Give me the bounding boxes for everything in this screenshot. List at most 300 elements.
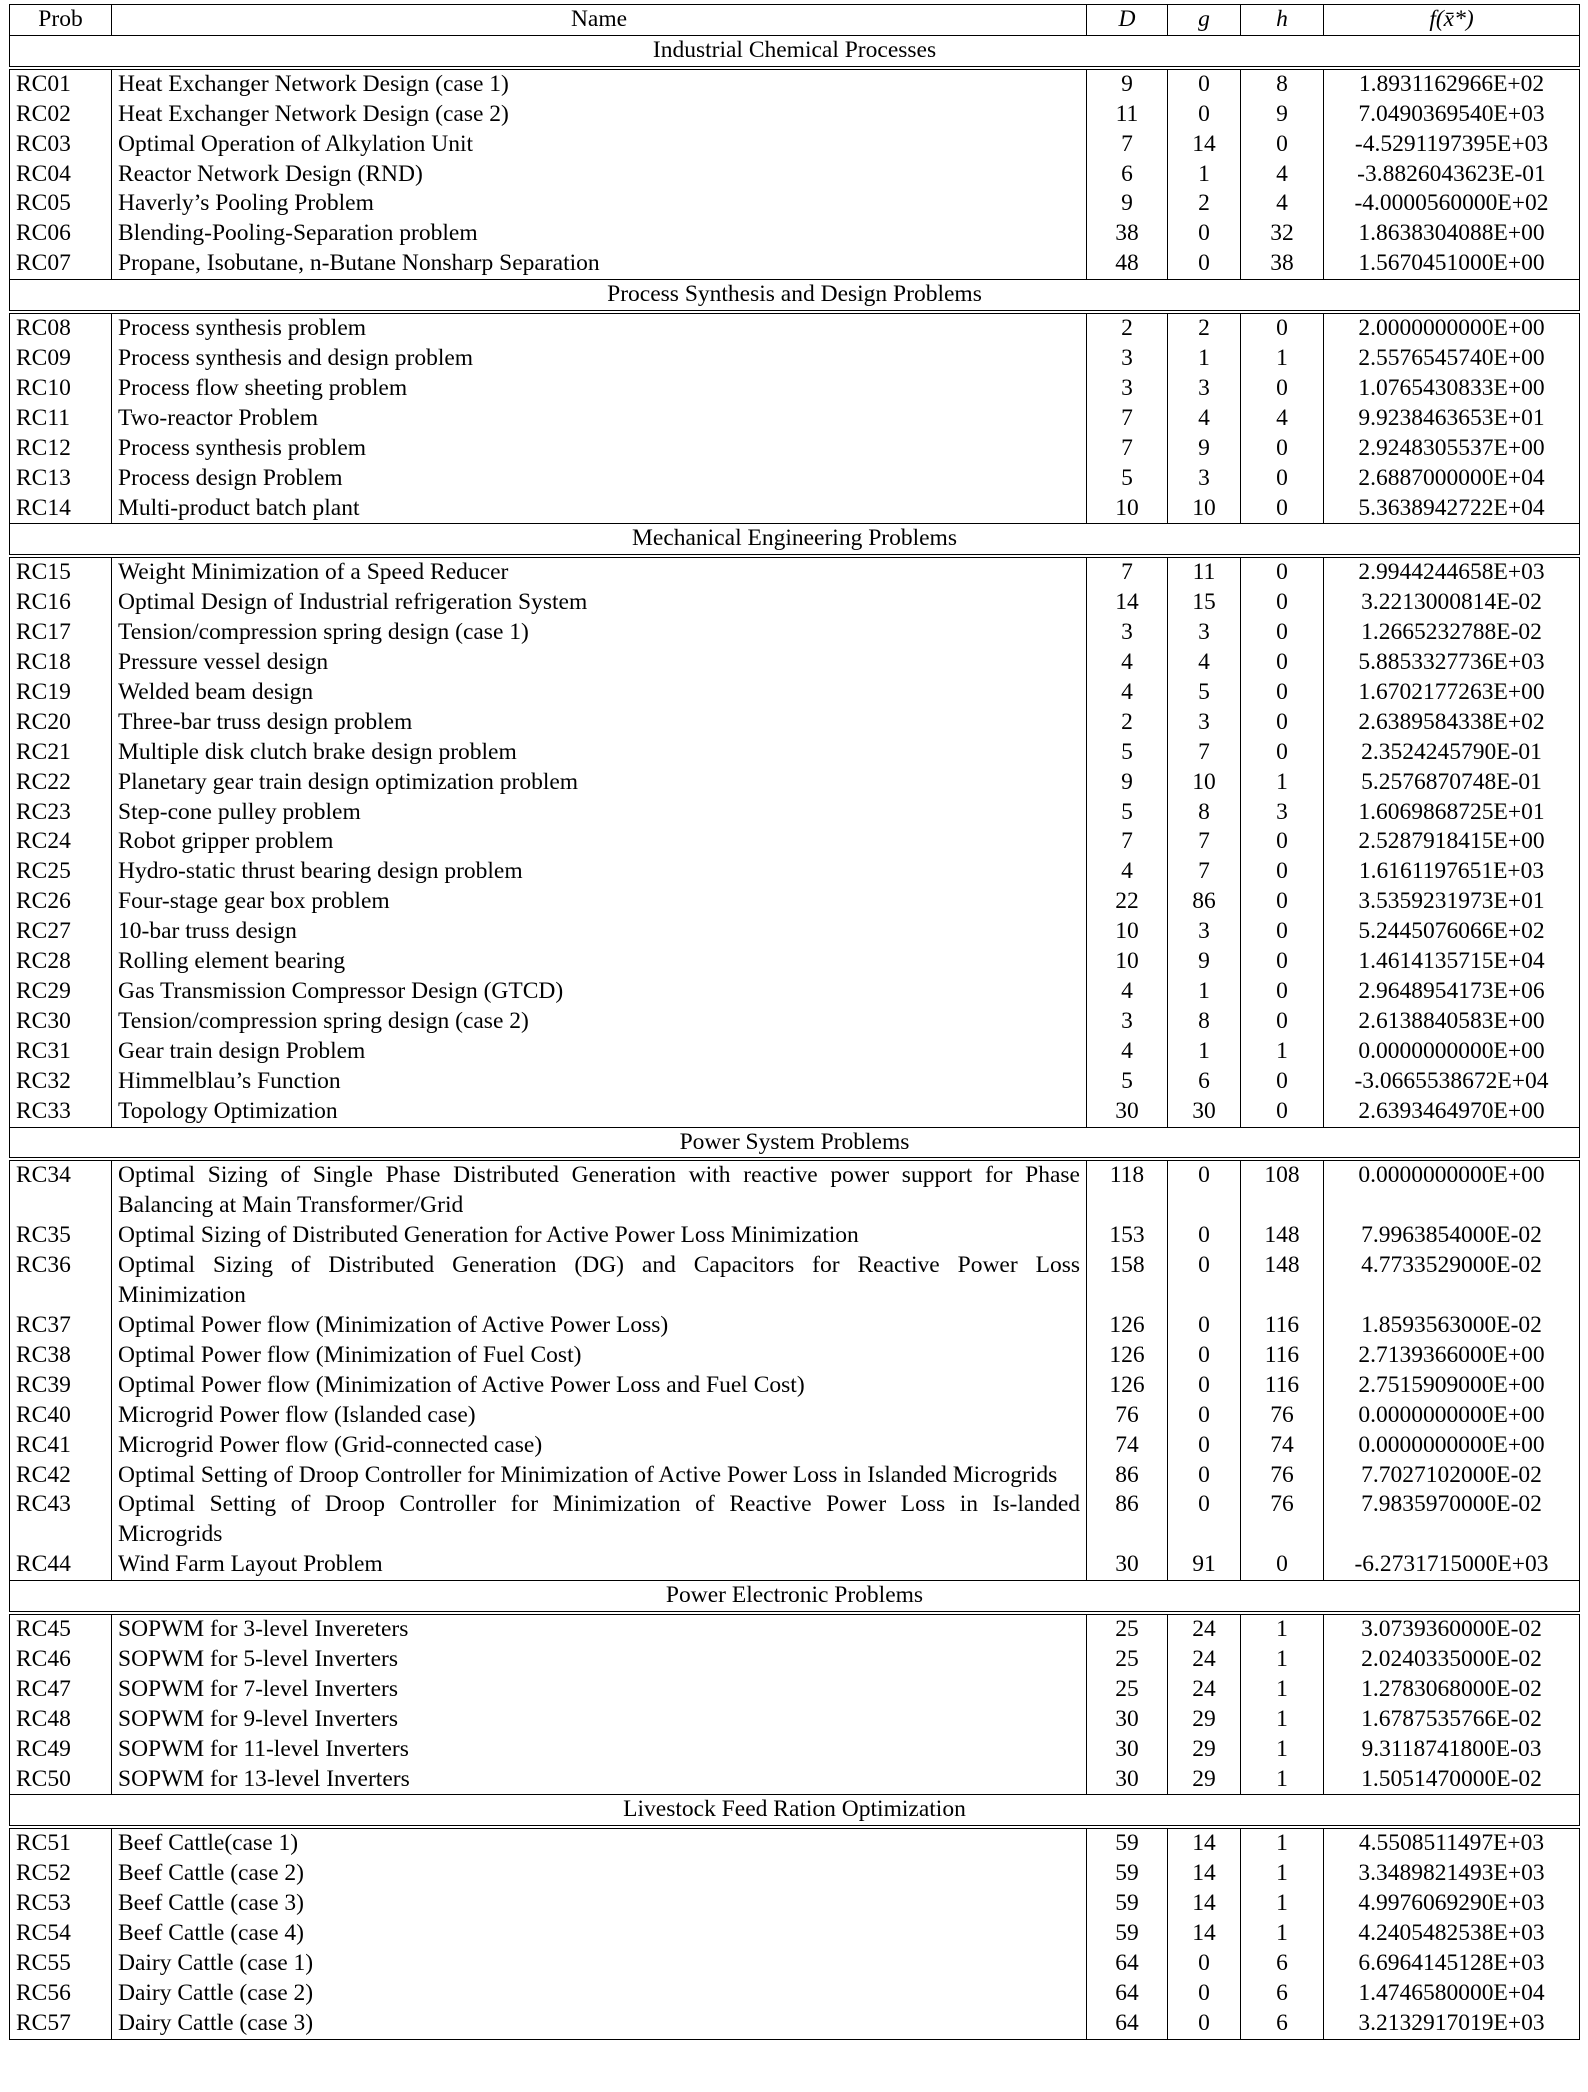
best-objective-cell: 4.9976069290E+03 (1324, 1889, 1580, 1919)
inequality-count-cell: 10 (1168, 494, 1241, 524)
inequality-count-cell: 1 (1168, 160, 1241, 190)
problem-name-cell: Reactor Network Design (RND) (112, 160, 1087, 190)
equality-count-cell: 0 (1241, 887, 1324, 917)
best-objective-cell: 1.8931162966E+02 (1324, 68, 1580, 100)
problem-id-cell: RC04 (10, 160, 112, 190)
best-objective-cell: 4.7733529000E-02 (1324, 1251, 1580, 1311)
table-row (10, 947, 1580, 977)
problem-id-cell: RC48 (10, 1705, 112, 1735)
dimension-cell: 158 (1087, 1251, 1168, 1311)
inequality-count-cell: 86 (1168, 887, 1241, 917)
problem-id-cell: RC51 (10, 1827, 112, 1859)
benchmark-table (9, 4, 1580, 2040)
equality-count-cell: 0 (1241, 464, 1324, 494)
problem-id-cell: RC39 (10, 1371, 112, 1401)
dimension-cell: 48 (1087, 249, 1168, 279)
header-row (10, 5, 1580, 36)
equality-count-cell: 0 (1241, 738, 1324, 768)
problem-id-cell: RC35 (10, 1221, 112, 1251)
best-objective-cell: 3.0739360000E-02 (1324, 1613, 1580, 1645)
inequality-count-cell: 3 (1168, 708, 1241, 738)
table-row (10, 588, 1580, 618)
inequality-count-cell: 24 (1168, 1675, 1241, 1705)
best-objective-cell: 9.9238463653E+01 (1324, 404, 1580, 434)
best-objective-cell: 7.0490369540E+03 (1324, 100, 1580, 130)
best-objective-cell: 2.0240335000E-02 (1324, 1645, 1580, 1675)
inequality-count-cell: 0 (1168, 1371, 1241, 1401)
problem-name-cell: Topology Optimization (112, 1097, 1087, 1127)
dimension-cell: 64 (1087, 2009, 1168, 2039)
equality-count-cell: 0 (1241, 618, 1324, 648)
dimension-cell: 6 (1087, 160, 1168, 190)
equality-count-cell: 148 (1241, 1251, 1324, 1311)
best-objective-cell: 2.5287918415E+00 (1324, 827, 1580, 857)
problem-name-cell: Three-bar truss design problem (112, 708, 1087, 738)
inequality-count-cell: 14 (1168, 1919, 1241, 1949)
best-objective-cell: 2.9648954173E+06 (1324, 977, 1580, 1007)
equality-count-cell: 1 (1241, 1675, 1324, 1705)
inequality-count-cell: 0 (1168, 249, 1241, 279)
dimension-cell: 22 (1087, 887, 1168, 917)
dimension-cell: 25 (1087, 1645, 1168, 1675)
problem-id-cell: RC47 (10, 1675, 112, 1705)
table-row (10, 189, 1580, 219)
table-row (10, 618, 1580, 648)
problem-id-cell: RC25 (10, 857, 112, 887)
equality-count-cell: 4 (1241, 404, 1324, 434)
problem-name-cell: Dairy Cattle (case 1) (112, 1949, 1087, 1979)
best-objective-cell: 9.3118741800E-03 (1324, 1735, 1580, 1765)
dimension-cell: 5 (1087, 798, 1168, 828)
inequality-count-cell: 24 (1168, 1613, 1241, 1645)
equality-count-cell: 148 (1241, 1221, 1324, 1251)
problem-name-cell: Optimal Operation of Alkylation Unit (112, 130, 1087, 160)
equality-count-cell: 4 (1241, 160, 1324, 190)
table-row (10, 1159, 1580, 1221)
problem-name-cell: Optimal Sizing of Distributed Generation (DG) and Capacitors for Reactive Power Loss Minimization (112, 1251, 1087, 1311)
section-header-row (10, 524, 1580, 556)
dimension-cell: 64 (1087, 1979, 1168, 2009)
table-row (10, 738, 1580, 768)
best-objective-cell: 2.6389584338E+02 (1324, 708, 1580, 738)
section-title: Industrial Chemical Processes (10, 35, 1580, 67)
table-row (10, 1007, 1580, 1037)
table-row (10, 434, 1580, 464)
best-objective-cell: 7.9963854000E-02 (1324, 1221, 1580, 1251)
inequality-count-cell: 1 (1168, 977, 1241, 1007)
dimension-cell: 126 (1087, 1341, 1168, 1371)
best-objective-cell: 1.4746580000E+04 (1324, 1979, 1580, 2009)
problem-name-cell: Four-stage gear box problem (112, 887, 1087, 917)
problem-id-cell: RC43 (10, 1490, 112, 1550)
problem-name-cell: Optimal Power flow (Minimization of Active Power Loss) (112, 1311, 1087, 1341)
table-row (10, 1037, 1580, 1067)
header-g: g (1168, 5, 1241, 36)
problem-id-cell: RC22 (10, 768, 112, 798)
equality-count-cell: 76 (1241, 1461, 1324, 1491)
problem-id-cell: RC17 (10, 618, 112, 648)
equality-count-cell: 1 (1241, 768, 1324, 798)
equality-count-cell: 1 (1241, 1613, 1324, 1645)
inequality-count-cell: 11 (1168, 556, 1241, 588)
problem-id-cell: RC12 (10, 434, 112, 464)
table-row (10, 887, 1580, 917)
problem-id-cell: RC19 (10, 678, 112, 708)
problem-name-cell: Heat Exchanger Network Design (case 2) (112, 100, 1087, 130)
dimension-cell: 126 (1087, 1371, 1168, 1401)
dimension-cell: 3 (1087, 618, 1168, 648)
problem-id-cell: RC52 (10, 1859, 112, 1889)
problem-id-cell: RC02 (10, 100, 112, 130)
inequality-count-cell: 0 (1168, 1979, 1241, 2009)
equality-count-cell: 0 (1241, 857, 1324, 887)
inequality-count-cell: 1 (1168, 1037, 1241, 1067)
problem-name-cell: Step-cone pulley problem (112, 798, 1087, 828)
equality-count-cell: 38 (1241, 249, 1324, 279)
inequality-count-cell: 3 (1168, 464, 1241, 494)
inequality-count-cell: 1 (1168, 344, 1241, 374)
table-row (10, 100, 1580, 130)
header-d: D (1087, 5, 1168, 36)
section-header-row (10, 35, 1580, 67)
equality-count-cell: 76 (1241, 1401, 1324, 1431)
equality-count-cell: 0 (1241, 130, 1324, 160)
best-objective-cell: -4.5291197395E+03 (1324, 130, 1580, 160)
dimension-cell: 3 (1087, 1007, 1168, 1037)
equality-count-cell: 116 (1241, 1341, 1324, 1371)
table-row (10, 130, 1580, 160)
table-row (10, 1827, 1580, 1859)
inequality-count-cell: 5 (1168, 678, 1241, 708)
table-row (10, 1705, 1580, 1735)
dimension-cell: 5 (1087, 738, 1168, 768)
table-row (10, 2009, 1580, 2039)
problem-id-cell: RC01 (10, 68, 112, 100)
dimension-cell: 74 (1087, 1431, 1168, 1461)
inequality-count-cell: 7 (1168, 827, 1241, 857)
problem-id-cell: RC08 (10, 312, 112, 344)
problem-name-cell: Tension/compression spring design (case 2) (112, 1007, 1087, 1037)
inequality-count-cell: 9 (1168, 434, 1241, 464)
problem-name-cell: Dairy Cattle (case 2) (112, 1979, 1087, 2009)
section-title: Process Synthesis and Design Problems (10, 280, 1580, 312)
best-objective-cell: 2.5576545740E+00 (1324, 344, 1580, 374)
problem-id-cell: RC44 (10, 1550, 112, 1580)
dimension-cell: 2 (1087, 312, 1168, 344)
dimension-cell: 2 (1087, 708, 1168, 738)
dimension-cell: 30 (1087, 1735, 1168, 1765)
problem-id-cell: RC16 (10, 588, 112, 618)
table-row (10, 1979, 1580, 2009)
inequality-count-cell: 9 (1168, 947, 1241, 977)
problem-name-cell: Microgrid Power flow (Islanded case) (112, 1401, 1087, 1431)
problem-id-cell: RC34 (10, 1159, 112, 1221)
dimension-cell: 11 (1087, 100, 1168, 130)
equality-count-cell: 1 (1241, 1889, 1324, 1919)
header-name: Name (112, 5, 1087, 36)
equality-count-cell: 0 (1241, 556, 1324, 588)
inequality-count-cell: 3 (1168, 374, 1241, 404)
table-row (10, 556, 1580, 588)
header-h: h (1241, 5, 1324, 36)
problem-name-cell: Haverly’s Pooling Problem (112, 189, 1087, 219)
best-objective-cell: 7.9835970000E-02 (1324, 1490, 1580, 1550)
problem-name-cell: Gear train design Problem (112, 1037, 1087, 1067)
table-row (10, 768, 1580, 798)
inequality-count-cell: 14 (1168, 1889, 1241, 1919)
table-row (10, 708, 1580, 738)
dimension-cell: 30 (1087, 1765, 1168, 1795)
table-row (10, 1675, 1580, 1705)
problem-name-cell: Process flow sheeting problem (112, 374, 1087, 404)
table-row (10, 312, 1580, 344)
inequality-count-cell: 3 (1168, 618, 1241, 648)
problem-name-cell: Optimal Power flow (Minimization of Active Power Loss and Fuel Cost) (112, 1371, 1087, 1401)
header-prob: Prob (10, 5, 112, 36)
table-row (10, 1371, 1580, 1401)
best-objective-cell: 1.6787535766E-02 (1324, 1705, 1580, 1735)
problem-name-cell: Process synthesis and design problem (112, 344, 1087, 374)
equality-count-cell: 0 (1241, 947, 1324, 977)
inequality-count-cell: 0 (1168, 1341, 1241, 1371)
dimension-cell: 30 (1087, 1097, 1168, 1127)
dimension-cell: 4 (1087, 977, 1168, 1007)
inequality-count-cell: 0 (1168, 2009, 1241, 2039)
dimension-cell: 3 (1087, 374, 1168, 404)
equality-count-cell: 0 (1241, 1067, 1324, 1097)
equality-count-cell: 0 (1241, 977, 1324, 1007)
best-objective-cell: 1.6702177263E+00 (1324, 678, 1580, 708)
dimension-cell: 38 (1087, 219, 1168, 249)
best-objective-cell: 3.3489821493E+03 (1324, 1859, 1580, 1889)
table-row (10, 1949, 1580, 1979)
problem-id-cell: RC11 (10, 404, 112, 434)
inequality-count-cell: 14 (1168, 1827, 1241, 1859)
inequality-count-cell: 91 (1168, 1550, 1241, 1580)
best-objective-cell: 1.6161197651E+03 (1324, 857, 1580, 887)
table-row (10, 249, 1580, 279)
problem-name-cell: Heat Exchanger Network Design (case 1) (112, 68, 1087, 100)
inequality-count-cell: 6 (1168, 1067, 1241, 1097)
problem-id-cell: RC24 (10, 827, 112, 857)
table-row (10, 1889, 1580, 1919)
dimension-cell: 86 (1087, 1461, 1168, 1491)
inequality-count-cell: 0 (1168, 1159, 1241, 1221)
table-row (10, 1645, 1580, 1675)
table-row (10, 648, 1580, 678)
inequality-count-cell: 30 (1168, 1097, 1241, 1127)
problem-name-cell: Weight Minimization of a Speed Reducer (112, 556, 1087, 588)
problem-name-cell: Welded beam design (112, 678, 1087, 708)
problem-name-cell: Two-reactor Problem (112, 404, 1087, 434)
problem-id-cell: RC21 (10, 738, 112, 768)
inequality-count-cell: 24 (1168, 1645, 1241, 1675)
best-objective-cell: -3.8826043623E-01 (1324, 160, 1580, 190)
dimension-cell: 59 (1087, 1859, 1168, 1889)
dimension-cell: 7 (1087, 130, 1168, 160)
table-row (10, 1401, 1580, 1431)
inequality-count-cell: 3 (1168, 917, 1241, 947)
problem-id-cell: RC31 (10, 1037, 112, 1067)
equality-count-cell: 76 (1241, 1490, 1324, 1550)
inequality-count-cell: 10 (1168, 768, 1241, 798)
best-objective-cell: 1.6069868725E+01 (1324, 798, 1580, 828)
problem-name-cell: 10-bar truss design (112, 917, 1087, 947)
table-row (10, 1221, 1580, 1251)
inequality-count-cell: 0 (1168, 1221, 1241, 1251)
problem-id-cell: RC23 (10, 798, 112, 828)
problem-name-cell: SOPWM for 13-level Inverters (112, 1765, 1087, 1795)
best-objective-cell: -3.0665538672E+04 (1324, 1067, 1580, 1097)
best-objective-cell: 1.5051470000E-02 (1324, 1765, 1580, 1795)
best-objective-cell: 2.7139366000E+00 (1324, 1341, 1580, 1371)
problem-name-cell: Robot gripper problem (112, 827, 1087, 857)
dimension-cell: 9 (1087, 768, 1168, 798)
equality-count-cell: 1 (1241, 344, 1324, 374)
table-row (10, 494, 1580, 524)
dimension-cell: 4 (1087, 857, 1168, 887)
equality-count-cell: 0 (1241, 588, 1324, 618)
section-header-row (10, 1581, 1580, 1613)
best-objective-cell: 2.9248305537E+00 (1324, 434, 1580, 464)
best-objective-cell: 2.6887000000E+04 (1324, 464, 1580, 494)
dimension-cell: 59 (1087, 1827, 1168, 1859)
best-objective-cell: 0.0000000000E+00 (1324, 1037, 1580, 1067)
best-objective-cell: 0.0000000000E+00 (1324, 1159, 1580, 1221)
inequality-count-cell: 15 (1168, 588, 1241, 618)
problem-name-cell: SOPWM for 3-level Invereters (112, 1613, 1087, 1645)
dimension-cell: 10 (1087, 917, 1168, 947)
problem-name-cell: Process design Problem (112, 464, 1087, 494)
equality-count-cell: 8 (1241, 68, 1324, 100)
problem-id-cell: RC18 (10, 648, 112, 678)
best-objective-cell: 2.6138840583E+00 (1324, 1007, 1580, 1037)
table-row (10, 678, 1580, 708)
inequality-count-cell: 0 (1168, 1490, 1241, 1550)
problem-name-cell: Gas Transmission Compressor Design (GTCD) (112, 977, 1087, 1007)
equality-count-cell: 0 (1241, 1007, 1324, 1037)
problem-name-cell: Optimal Sizing of Single Phase Distributed Generation with reactive power support for Phase Balancing at Main Transformer/Grid (112, 1159, 1087, 1221)
equality-count-cell: 0 (1241, 708, 1324, 738)
table-row (10, 977, 1580, 1007)
equality-count-cell: 9 (1241, 100, 1324, 130)
best-objective-cell: 4.5508511497E+03 (1324, 1827, 1580, 1859)
inequality-count-cell: 29 (1168, 1705, 1241, 1735)
dimension-cell: 76 (1087, 1401, 1168, 1431)
dimension-cell: 14 (1087, 588, 1168, 618)
best-objective-cell: 4.2405482538E+03 (1324, 1919, 1580, 1949)
best-objective-cell: 5.8853327736E+03 (1324, 648, 1580, 678)
equality-count-cell: 0 (1241, 494, 1324, 524)
equality-count-cell: 0 (1241, 678, 1324, 708)
inequality-count-cell: 0 (1168, 68, 1241, 100)
problem-name-cell: Optimal Setting of Droop Controller for Minimization of Active Power Loss in Islanded Microgrids (112, 1461, 1087, 1491)
problem-name-cell: Process synthesis problem (112, 434, 1087, 464)
problem-name-cell: Tension/compression spring design (case 1) (112, 618, 1087, 648)
table-row (10, 798, 1580, 828)
problem-name-cell: Optimal Sizing of Distributed Generation for Active Power Loss Minimization (112, 1221, 1087, 1251)
problem-id-cell: RC29 (10, 977, 112, 1007)
problem-id-cell: RC50 (10, 1765, 112, 1795)
problem-id-cell: RC54 (10, 1919, 112, 1949)
equality-count-cell: 6 (1241, 1949, 1324, 1979)
table-row (10, 344, 1580, 374)
table-row (10, 219, 1580, 249)
inequality-count-cell: 0 (1168, 1949, 1241, 1979)
equality-count-cell: 0 (1241, 374, 1324, 404)
best-objective-cell: 3.5359231973E+01 (1324, 887, 1580, 917)
dimension-cell: 86 (1087, 1490, 1168, 1550)
dimension-cell: 126 (1087, 1311, 1168, 1341)
best-objective-cell: -4.0000560000E+02 (1324, 189, 1580, 219)
section-header-row (10, 1795, 1580, 1827)
inequality-count-cell: 29 (1168, 1765, 1241, 1795)
problem-id-cell: RC15 (10, 556, 112, 588)
equality-count-cell: 1 (1241, 1827, 1324, 1859)
dimension-cell: 7 (1087, 556, 1168, 588)
inequality-count-cell: 0 (1168, 1401, 1241, 1431)
dimension-cell: 118 (1087, 1159, 1168, 1221)
best-objective-cell: 1.0765430833E+00 (1324, 374, 1580, 404)
problem-name-cell: Optimal Design of Industrial refrigeration System (112, 588, 1087, 618)
problem-id-cell: RC53 (10, 1889, 112, 1919)
equality-count-cell: 74 (1241, 1431, 1324, 1461)
table-row (10, 404, 1580, 434)
problem-id-cell: RC32 (10, 1067, 112, 1097)
inequality-count-cell: 0 (1168, 1461, 1241, 1491)
problem-id-cell: RC10 (10, 374, 112, 404)
dimension-cell: 30 (1087, 1705, 1168, 1735)
problem-name-cell: Optimal Power flow (Minimization of Fuel Cost) (112, 1341, 1087, 1371)
table-row (10, 1859, 1580, 1889)
best-objective-cell: 1.5670451000E+00 (1324, 249, 1580, 279)
table-row (10, 1735, 1580, 1765)
problem-id-cell: RC49 (10, 1735, 112, 1765)
table-row (10, 917, 1580, 947)
equality-count-cell: 0 (1241, 648, 1324, 678)
table-row (10, 1341, 1580, 1371)
section-title: Power System Problems (10, 1127, 1580, 1159)
problem-id-cell: RC30 (10, 1007, 112, 1037)
best-objective-cell: 0.0000000000E+00 (1324, 1401, 1580, 1431)
dimension-cell: 10 (1087, 947, 1168, 977)
problem-name-cell: Microgrid Power flow (Grid-connected case) (112, 1431, 1087, 1461)
inequality-count-cell: 0 (1168, 219, 1241, 249)
dimension-cell: 153 (1087, 1221, 1168, 1251)
problem-name-cell: Process synthesis problem (112, 312, 1087, 344)
best-objective-cell: 3.2213000814E-02 (1324, 588, 1580, 618)
equality-count-cell: 0 (1241, 1550, 1324, 1580)
problem-id-cell: RC20 (10, 708, 112, 738)
table-row (10, 1311, 1580, 1341)
dimension-cell: 7 (1087, 404, 1168, 434)
dimension-cell: 25 (1087, 1613, 1168, 1645)
problem-name-cell: Dairy Cattle (case 3) (112, 2009, 1087, 2039)
best-objective-cell: 2.9944244658E+03 (1324, 556, 1580, 588)
inequality-count-cell: 4 (1168, 404, 1241, 434)
problem-name-cell: Hydro-static thrust bearing design problem (112, 857, 1087, 887)
table-body (10, 35, 1580, 2039)
table-row (10, 1097, 1580, 1127)
best-objective-cell: 2.0000000000E+00 (1324, 312, 1580, 344)
inequality-count-cell: 0 (1168, 1311, 1241, 1341)
section-title: Livestock Feed Ration Optimization (10, 1795, 1580, 1827)
equality-count-cell: 0 (1241, 312, 1324, 344)
table-row (10, 1490, 1580, 1550)
problem-name-cell: SOPWM for 7-level Inverters (112, 1675, 1087, 1705)
dimension-cell: 59 (1087, 1889, 1168, 1919)
best-objective-cell: 2.6393464970E+00 (1324, 1097, 1580, 1127)
